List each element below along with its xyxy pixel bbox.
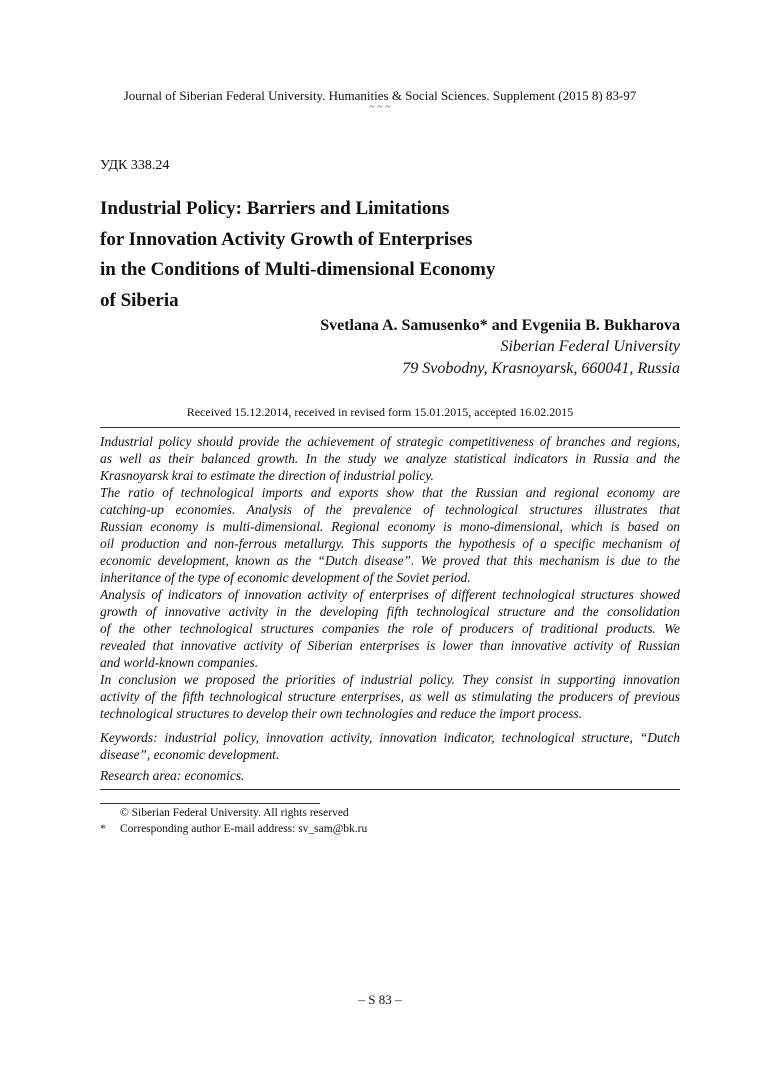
abstract-line: growth of innovative activity in the developing fifth technological structure and the consolidation	[100, 604, 680, 619]
abstract-line: catching-up economies. Analysis of the prevalence of technological structures illustrates that	[100, 502, 680, 517]
footnote-corresponding: * Corresponding author E-mail address: sv_sam@bk.ru	[100, 823, 368, 835]
author-names: Svetlana A. Samusenko* and Evgeniia B. Bukharova	[320, 317, 680, 334]
footnote-copyright: © Siberian Federal University. All rights reserved	[120, 807, 349, 819]
title-line: for Innovation Activity Growth of Enterprises	[100, 228, 473, 250]
abstract-line: activity of the fifth technological structure enterprises, as well as stimulating the producers of previous	[100, 689, 680, 704]
abstract-line: inheritance of the type of economic development of the Soviet period.	[100, 570, 471, 585]
divider	[100, 789, 680, 790]
abstract-line: revealed that innovative activity of Siberian enterprises is lower than innovative activity of Russian	[100, 638, 680, 653]
abstract-line: Krasnoyarsk krai to estimate the direction of industrial policy.	[100, 468, 434, 483]
abstract-line: Analysis of indicators of innovation activity of enterprises of different technological structures showed	[100, 587, 680, 602]
author-block	[320, 316, 680, 380]
address: 79 Svobodny, Krasnoyarsk, 660041, Russia	[402, 360, 680, 377]
keywords	[100, 729, 680, 763]
keywords-line: Keywords: industrial policy, innovation activity, innovation indicator, technological structure, “Dutch	[100, 730, 680, 745]
abstract-line: of the other technological structures companies the role of producers of traditional products. We	[100, 621, 680, 636]
divider	[100, 427, 680, 428]
abstract-line: oil production and non-ferrous metallurgy. This supports the hypothesis of a specific mechanism of	[100, 536, 680, 551]
abstract	[100, 433, 680, 722]
footnote-divider	[100, 803, 320, 804]
abstract-line: In conclusion we proposed the priorities of industrial policy. They consist in supporting innovation	[100, 672, 680, 687]
research-area: Research area: economics.	[100, 768, 245, 783]
header-ornament: ~ ~ ~	[369, 102, 391, 113]
udk-code: УДК 338.24	[100, 158, 170, 173]
title-line: Industrial Policy: Barriers and Limitations	[100, 198, 450, 219]
received-dates: Received 15.12.2014, received in revised form 15.01.2015, accepted 16.02.2015	[186, 405, 574, 419]
abstract-line: Industrial policy should provide the achievement of strategic competitiveness of branches and regions,	[100, 434, 680, 449]
title-line: in the Conditions of Multi-dimensional Economy	[100, 259, 496, 280]
abstract-line: economic development, known as the “Dutch disease”. We proved that this mechanism is due to the	[100, 553, 680, 568]
abstract-line: Russian economy is multi-dimensional. Regional economy is mono-dimensional, which is based on	[100, 519, 680, 534]
title-line: of Siberia	[100, 289, 179, 311]
abstract-line: as well as their balanced growth. In the study we analyze statistical indicators in Russia and the	[100, 451, 680, 466]
abstract-line: The ratio of technological imports and exports show that the Russian and regional economy are	[100, 485, 680, 500]
abstract-line: technological structures to develop their own technologies and reduce the import process.	[100, 706, 582, 721]
abstract-line: and world-known companies.	[100, 655, 259, 670]
affiliation: Siberian Federal University	[500, 338, 680, 355]
footnotes	[100, 805, 367, 837]
page-number: – S 83 –	[358, 992, 402, 1007]
paper-title	[100, 194, 660, 316]
journal-header: Journal of Siberian Federal University. Humanities & Social Sciences. Supplement (2015 8) 83-97	[123, 88, 637, 103]
keywords-line: disease”, economic development.	[100, 747, 280, 762]
